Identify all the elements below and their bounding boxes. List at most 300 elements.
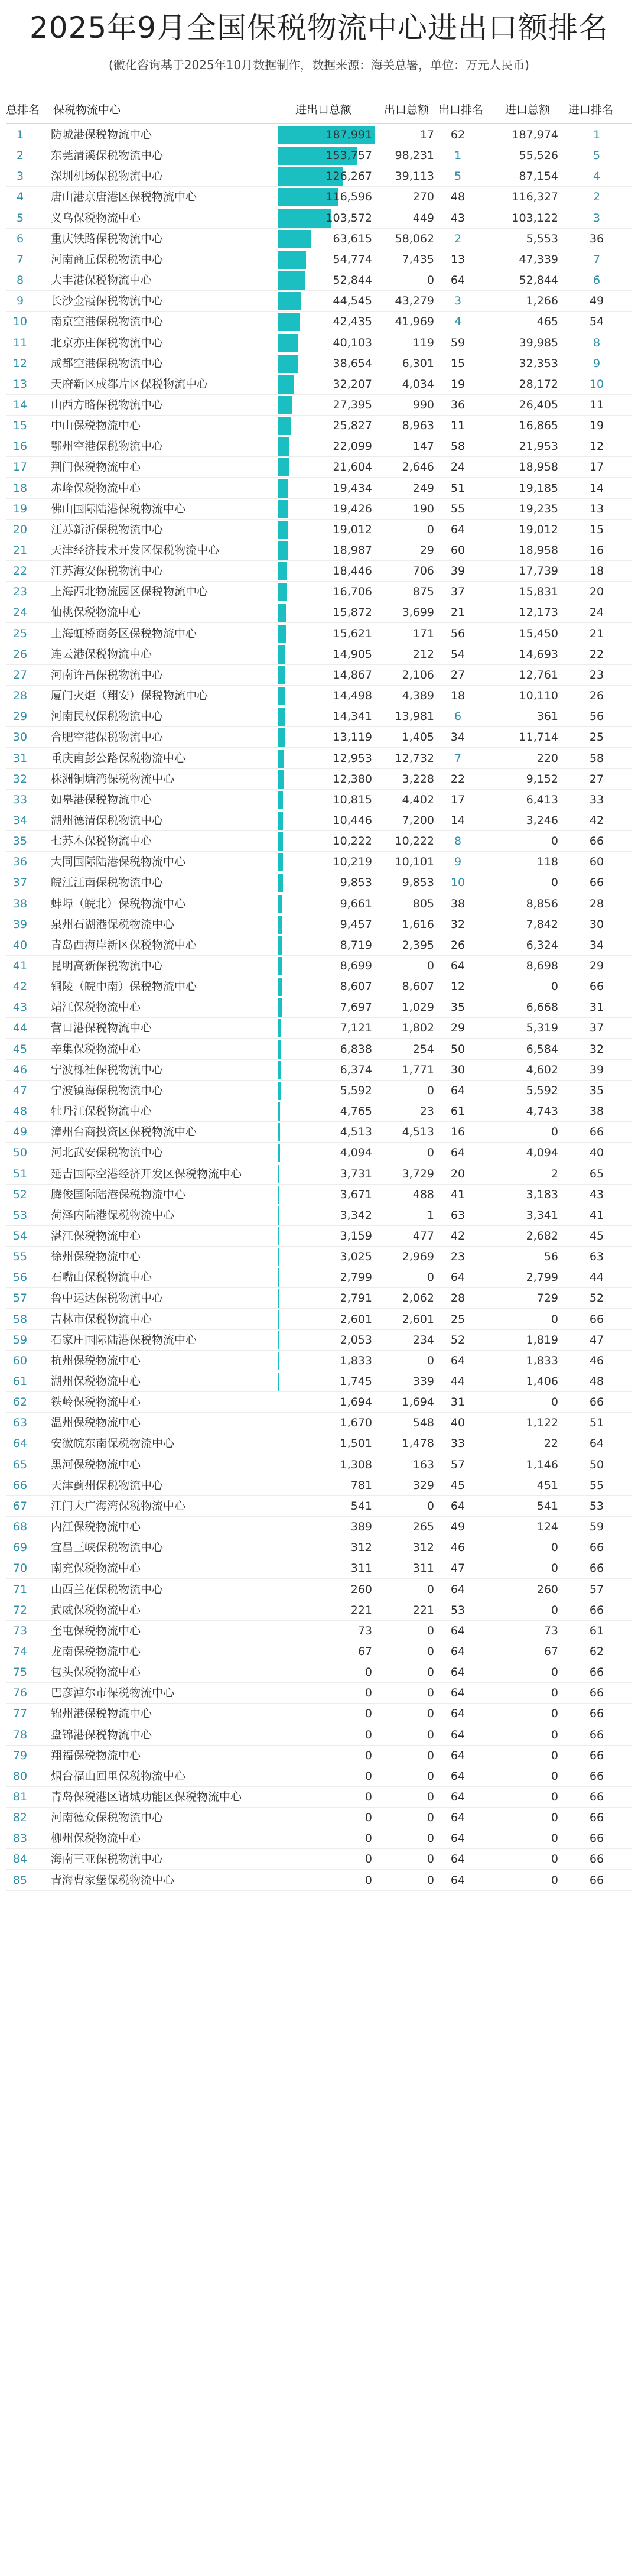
import-value: 361 bbox=[536, 710, 558, 724]
header-total: 进出口总额 bbox=[295, 103, 352, 116]
import-rank-cell: 27 bbox=[589, 772, 604, 786]
import-value: 39,985 bbox=[519, 336, 558, 349]
table-row bbox=[0, 1517, 638, 1537]
total-value: 1,745 bbox=[340, 1375, 372, 1388]
name-cell: 株洲铜塘湾保税物流中心 bbox=[51, 772, 175, 786]
table-row bbox=[0, 831, 638, 852]
import-value: 0 bbox=[551, 1728, 558, 1741]
total-value: 40,103 bbox=[333, 336, 372, 349]
export-rank-cell: 48 bbox=[450, 190, 466, 204]
export-rank-cell: 31 bbox=[450, 1396, 466, 1409]
name-cell: 深圳机场保税物流中心 bbox=[51, 170, 164, 183]
import-rank-cell: 59 bbox=[589, 1520, 604, 1534]
rank-cell: 36 bbox=[12, 855, 28, 869]
rank-cell: 68 bbox=[12, 1520, 28, 1534]
rank-cell: 59 bbox=[12, 1333, 28, 1347]
rank-cell: 19 bbox=[12, 502, 28, 515]
rank-cell: 77 bbox=[12, 1707, 28, 1721]
export-rank-cell: 13 bbox=[450, 252, 466, 266]
export-value: 449 bbox=[412, 211, 434, 225]
table-row bbox=[0, 1828, 638, 1849]
table-row bbox=[0, 602, 638, 623]
total-value: 21,604 bbox=[333, 460, 372, 474]
table-row bbox=[0, 624, 638, 644]
export-rank-cell: 15 bbox=[450, 356, 466, 370]
import-rank-cell: 48 bbox=[589, 1375, 604, 1388]
import-value: 0 bbox=[551, 1852, 558, 1866]
export-value: 339 bbox=[412, 1375, 434, 1388]
import-rank-cell: 64 bbox=[589, 1437, 604, 1451]
import-value: 1,146 bbox=[526, 1458, 558, 1471]
export-value: 1,694 bbox=[402, 1396, 434, 1409]
rank-cell: 17 bbox=[12, 460, 28, 474]
total-value: 38,654 bbox=[333, 356, 372, 370]
rank-cell: 42 bbox=[12, 980, 28, 994]
name-cell: 杭州保税物流中心 bbox=[51, 1354, 141, 1367]
table-row bbox=[0, 1641, 638, 1662]
table-row bbox=[0, 1808, 638, 1828]
rank-cell: 40 bbox=[12, 938, 28, 952]
total-value: 0 bbox=[364, 1686, 372, 1700]
export-rank-cell: 64 bbox=[450, 1852, 466, 1866]
import-rank-cell: 52 bbox=[589, 1292, 604, 1305]
table-row bbox=[0, 976, 638, 997]
import-value: 12,761 bbox=[519, 668, 558, 682]
total-value: 4,513 bbox=[340, 1125, 372, 1139]
rank-cell: 32 bbox=[12, 772, 28, 786]
rank-cell: 57 bbox=[12, 1292, 28, 1305]
import-value: 18,958 bbox=[519, 544, 558, 557]
total-value: 15,621 bbox=[333, 627, 372, 640]
import-rank-cell: 53 bbox=[589, 1499, 604, 1513]
import-value: 5,319 bbox=[526, 1021, 558, 1035]
export-value: 0 bbox=[427, 1748, 434, 1762]
name-cell: 龙南保税物流中心 bbox=[51, 1644, 141, 1658]
import-value: 6,668 bbox=[526, 1001, 558, 1014]
name-cell: 北京亦庄保税物流中心 bbox=[51, 336, 164, 349]
export-value: 0 bbox=[427, 1146, 434, 1160]
total-value: 10,815 bbox=[333, 793, 372, 806]
rank-cell: 13 bbox=[12, 377, 28, 391]
export-value: 1,802 bbox=[402, 1021, 434, 1035]
export-value: 0 bbox=[427, 1271, 434, 1284]
export-rank-cell: 57 bbox=[450, 1458, 466, 1471]
page-title: 2025年9月全国保税物流中心进出口额排名 bbox=[29, 11, 609, 45]
export-value: 329 bbox=[412, 1478, 434, 1492]
import-value: 2,682 bbox=[526, 1229, 558, 1242]
table-row bbox=[0, 727, 638, 748]
import-rank-cell: 12 bbox=[589, 440, 604, 453]
table-row bbox=[0, 1060, 638, 1081]
import-value: 5,553 bbox=[526, 232, 558, 245]
import-rank-cell: 51 bbox=[589, 1416, 604, 1430]
import-value: 4,602 bbox=[526, 1063, 558, 1076]
import-value: 3,183 bbox=[526, 1188, 558, 1201]
import-rank-cell: 13 bbox=[589, 502, 604, 515]
rank-cell: 70 bbox=[12, 1562, 28, 1575]
import-rank-cell: 55 bbox=[589, 1478, 604, 1492]
total-value: 7,121 bbox=[340, 1021, 372, 1035]
rank-cell: 39 bbox=[12, 917, 28, 931]
name-cell: 鄂州空港保税物流中心 bbox=[51, 440, 164, 453]
import-value: 0 bbox=[551, 1873, 558, 1887]
rank-cell: 60 bbox=[12, 1354, 28, 1367]
rank-cell: 28 bbox=[12, 689, 28, 703]
rank-cell: 64 bbox=[12, 1437, 28, 1451]
import-rank-cell: 40 bbox=[589, 1146, 604, 1160]
import-rank-cell: 56 bbox=[589, 710, 604, 724]
name-cell: 长沙金霞保税物流中心 bbox=[51, 294, 164, 308]
export-value: 1 bbox=[427, 1208, 434, 1222]
rank-cell: 29 bbox=[12, 710, 28, 724]
import-value: 15,831 bbox=[519, 585, 558, 599]
rank-cell: 21 bbox=[12, 544, 28, 557]
export-value: 1,478 bbox=[402, 1437, 434, 1451]
table-row bbox=[0, 1081, 638, 1101]
export-rank-cell: 55 bbox=[450, 502, 466, 515]
table-row bbox=[0, 1621, 638, 1641]
import-value: 56 bbox=[543, 1250, 558, 1264]
import-rank-cell: 35 bbox=[589, 1083, 604, 1097]
name-cell: 上海西北物流园区保税物流中心 bbox=[51, 585, 209, 599]
table-row bbox=[0, 478, 638, 499]
export-rank-cell: 6 bbox=[454, 710, 462, 724]
header-import-rank: 进口排名 bbox=[568, 103, 614, 116]
export-value: 43,279 bbox=[395, 294, 434, 308]
name-cell: 佛山国际陆港保税物流中心 bbox=[51, 502, 186, 515]
export-rank-cell: 43 bbox=[450, 211, 466, 225]
rank-cell: 58 bbox=[12, 1312, 28, 1326]
export-value: 0 bbox=[427, 1769, 434, 1783]
total-value: 12,380 bbox=[333, 772, 372, 786]
table-row bbox=[0, 1766, 638, 1787]
rank-cell: 46 bbox=[12, 1063, 28, 1076]
total-value: 0 bbox=[364, 1873, 372, 1887]
name-cell: 河南商丘保税物流中心 bbox=[51, 252, 164, 266]
export-rank-cell: 52 bbox=[450, 1333, 466, 1347]
import-value: 67 bbox=[543, 1644, 558, 1658]
export-rank-cell: 64 bbox=[450, 1354, 466, 1367]
rank-cell: 15 bbox=[12, 419, 28, 433]
import-rank-cell: 9 bbox=[593, 356, 601, 370]
total-value: 2,053 bbox=[340, 1333, 372, 1347]
rank-cell: 78 bbox=[12, 1728, 28, 1741]
export-rank-cell: 17 bbox=[450, 793, 466, 806]
table-row bbox=[0, 291, 638, 312]
import-rank-cell: 18 bbox=[589, 564, 604, 578]
name-cell: 皖江江南保税物流中心 bbox=[51, 876, 164, 890]
rank-cell: 73 bbox=[12, 1624, 28, 1637]
import-rank-cell: 43 bbox=[589, 1188, 604, 1201]
name-cell: 山西兰花保税物流中心 bbox=[51, 1582, 164, 1596]
total-value: 13,119 bbox=[333, 731, 372, 744]
import-rank-cell: 31 bbox=[589, 1001, 604, 1014]
table-row bbox=[0, 1558, 638, 1579]
name-cell: 盘锦港保税物流中心 bbox=[51, 1728, 152, 1741]
import-value: 1,833 bbox=[526, 1354, 558, 1367]
name-cell: 大丰港保税物流中心 bbox=[51, 274, 152, 287]
table-row bbox=[0, 1185, 638, 1205]
export-rank-cell: 44 bbox=[450, 1375, 466, 1388]
import-rank-cell: 50 bbox=[589, 1458, 604, 1471]
total-value: 14,867 bbox=[333, 668, 372, 682]
rank-cell: 18 bbox=[12, 481, 28, 495]
total-value: 16,706 bbox=[333, 585, 372, 599]
export-value: 29 bbox=[419, 544, 434, 557]
name-cell: 湛江保税物流中心 bbox=[51, 1229, 141, 1242]
total-value: 260 bbox=[350, 1582, 372, 1596]
export-value: 41,969 bbox=[395, 315, 434, 329]
export-rank-cell: 64 bbox=[450, 1811, 466, 1825]
rank-cell: 79 bbox=[12, 1748, 28, 1762]
total-value: 6,838 bbox=[340, 1042, 372, 1056]
export-rank-cell: 29 bbox=[450, 1021, 466, 1035]
import-rank-cell: 2 bbox=[593, 190, 601, 204]
rank-cell: 51 bbox=[12, 1167, 28, 1180]
name-cell: 江苏新沂保税物流中心 bbox=[51, 523, 164, 536]
export-rank-cell: 46 bbox=[450, 1541, 466, 1555]
total-value: 0 bbox=[364, 1769, 372, 1783]
import-value: 6,413 bbox=[526, 793, 558, 806]
export-value: 234 bbox=[412, 1333, 434, 1347]
total-value: 6,374 bbox=[340, 1063, 372, 1076]
export-rank-cell: 4 bbox=[454, 315, 462, 329]
export-value: 1,771 bbox=[402, 1063, 434, 1076]
name-cell: 天津蓟州保税物流中心 bbox=[51, 1478, 164, 1492]
rank-cell: 1 bbox=[16, 128, 24, 141]
rank-cell: 81 bbox=[12, 1790, 28, 1803]
export-rank-cell: 7 bbox=[454, 751, 462, 765]
export-rank-cell: 60 bbox=[450, 544, 466, 557]
name-cell: 菏泽内陆港保税物流中心 bbox=[51, 1208, 175, 1222]
import-value: 0 bbox=[551, 980, 558, 994]
import-rank-cell: 58 bbox=[589, 751, 604, 765]
table-row bbox=[0, 1725, 638, 1746]
import-rank-cell: 45 bbox=[589, 1229, 604, 1242]
rank-cell: 38 bbox=[12, 897, 28, 910]
header-export-rank: 出口排名 bbox=[438, 103, 484, 116]
name-cell: 徐州保税物流中心 bbox=[51, 1250, 141, 1264]
total-value: 14,341 bbox=[333, 710, 372, 724]
table-row bbox=[0, 894, 638, 914]
export-rank-cell: 5 bbox=[454, 170, 462, 183]
export-rank-cell: 42 bbox=[450, 1229, 466, 1242]
export-value: 0 bbox=[427, 1582, 434, 1596]
rank-cell: 22 bbox=[12, 564, 28, 578]
table-row bbox=[0, 1746, 638, 1766]
total-value: 5,592 bbox=[340, 1083, 372, 1097]
table-row bbox=[0, 1330, 638, 1351]
rank-cell: 33 bbox=[12, 793, 28, 806]
name-cell: 内江保税物流中心 bbox=[51, 1520, 141, 1534]
export-value: 9,853 bbox=[402, 876, 434, 890]
import-value: 0 bbox=[551, 1396, 558, 1409]
name-cell: 山西方略保税物流中心 bbox=[51, 398, 164, 411]
import-value: 0 bbox=[551, 1125, 558, 1139]
rank-cell: 55 bbox=[12, 1250, 28, 1264]
name-cell: 合肥空港保税物流中心 bbox=[51, 731, 164, 744]
export-value: 2,601 bbox=[402, 1312, 434, 1326]
export-rank-cell: 22 bbox=[450, 772, 466, 786]
import-value: 1,266 bbox=[526, 294, 558, 308]
import-value: 0 bbox=[551, 835, 558, 848]
total-value: 2,601 bbox=[340, 1312, 372, 1326]
name-cell: 巴彦淖尔市保税物流中心 bbox=[51, 1686, 175, 1700]
rank-cell: 69 bbox=[12, 1541, 28, 1555]
rank-cell: 26 bbox=[12, 647, 28, 661]
name-cell: 翔福保税物流中心 bbox=[51, 1748, 141, 1762]
export-rank-cell: 64 bbox=[450, 1582, 466, 1596]
table-row bbox=[0, 249, 638, 270]
rank-cell: 25 bbox=[12, 627, 28, 640]
export-value: 311 bbox=[412, 1562, 434, 1575]
table-row bbox=[0, 1247, 638, 1267]
export-value: 4,513 bbox=[402, 1125, 434, 1139]
import-rank-cell: 16 bbox=[589, 544, 604, 557]
total-value: 44,545 bbox=[333, 294, 372, 308]
name-cell: 南充保税物流中心 bbox=[51, 1562, 141, 1575]
rank-cell: 12 bbox=[12, 356, 28, 370]
name-cell: 义乌保税物流中心 bbox=[51, 211, 141, 225]
name-cell: 七苏木保税物流中心 bbox=[51, 835, 152, 848]
total-value: 7,697 bbox=[340, 1001, 372, 1014]
import-rank-cell: 19 bbox=[589, 419, 604, 433]
export-value: 2,062 bbox=[402, 1292, 434, 1305]
name-cell: 吉林市保税物流中心 bbox=[51, 1312, 152, 1326]
import-rank-cell: 66 bbox=[589, 1562, 604, 1575]
rank-cell: 8 bbox=[16, 274, 24, 287]
total-value: 8,607 bbox=[340, 980, 372, 994]
export-value: 0 bbox=[427, 1644, 434, 1658]
export-value: 477 bbox=[412, 1229, 434, 1242]
export-value: 23 bbox=[419, 1105, 434, 1118]
table-row bbox=[0, 914, 638, 935]
name-cell: 天津经济技术开发区保税物流中心 bbox=[51, 544, 220, 557]
export-rank-cell: 64 bbox=[450, 1769, 466, 1783]
export-value: 0 bbox=[427, 959, 434, 972]
import-value: 0 bbox=[551, 876, 558, 890]
import-rank-cell: 66 bbox=[589, 980, 604, 994]
import-rank-cell: 47 bbox=[589, 1333, 604, 1347]
rank-cell: 85 bbox=[12, 1873, 28, 1887]
export-value: 221 bbox=[412, 1603, 434, 1617]
rank-cell: 61 bbox=[12, 1375, 28, 1388]
import-rank-cell: 33 bbox=[589, 793, 604, 806]
name-cell: 包头保税物流中心 bbox=[51, 1666, 141, 1679]
import-value: 19,235 bbox=[519, 502, 558, 515]
total-value: 3,342 bbox=[340, 1208, 372, 1222]
export-rank-cell: 32 bbox=[450, 917, 466, 931]
export-rank-cell: 64 bbox=[450, 523, 466, 536]
import-rank-cell: 44 bbox=[589, 1271, 604, 1284]
import-rank-cell: 20 bbox=[589, 585, 604, 599]
table-row bbox=[0, 1787, 638, 1808]
export-rank-cell: 39 bbox=[450, 564, 466, 578]
import-rank-cell: 4 bbox=[593, 170, 601, 183]
rank-cell: 43 bbox=[12, 1001, 28, 1014]
table-row bbox=[0, 395, 638, 416]
name-cell: 牡丹江保税物流中心 bbox=[51, 1105, 152, 1118]
export-value: 0 bbox=[427, 1790, 434, 1803]
total-value: 1,308 bbox=[340, 1458, 372, 1471]
export-value: 39,113 bbox=[395, 170, 434, 183]
table-row bbox=[0, 1018, 638, 1039]
import-value: 451 bbox=[536, 1478, 558, 1492]
table-row bbox=[0, 499, 638, 520]
export-value: 163 bbox=[412, 1458, 434, 1471]
name-cell: 宜昌三峡保税物流中心 bbox=[51, 1541, 164, 1555]
import-value: 0 bbox=[551, 1769, 558, 1783]
import-value: 0 bbox=[551, 1811, 558, 1825]
export-value: 1,405 bbox=[402, 731, 434, 744]
import-value: 73 bbox=[543, 1624, 558, 1637]
name-cell: 河南许昌保税物流中心 bbox=[51, 668, 164, 682]
import-rank-cell: 66 bbox=[589, 1666, 604, 1679]
rank-cell: 49 bbox=[12, 1125, 28, 1139]
import-value: 47,339 bbox=[519, 252, 558, 266]
import-rank-cell: 66 bbox=[589, 1312, 604, 1326]
header-import: 进口总额 bbox=[505, 103, 551, 116]
import-rank-cell: 38 bbox=[589, 1105, 604, 1118]
table-row bbox=[0, 270, 638, 291]
export-value: 6,301 bbox=[402, 356, 434, 370]
name-cell: 防城港保税物流中心 bbox=[51, 128, 152, 141]
rank-cell: 20 bbox=[12, 523, 28, 536]
export-value: 4,389 bbox=[402, 689, 434, 703]
import-rank-cell: 49 bbox=[589, 294, 604, 308]
header-export: 出口总额 bbox=[384, 103, 429, 116]
export-value: 13,981 bbox=[395, 710, 434, 724]
import-value: 16,865 bbox=[519, 419, 558, 433]
export-value: 0 bbox=[427, 274, 434, 287]
import-rank-cell: 6 bbox=[593, 274, 601, 287]
export-value: 58,062 bbox=[395, 232, 434, 245]
row-divider bbox=[6, 1890, 632, 1891]
name-cell: 安徽皖东南保税物流中心 bbox=[51, 1437, 175, 1451]
import-value: 2 bbox=[551, 1167, 558, 1180]
export-rank-cell: 64 bbox=[450, 1666, 466, 1679]
table-row bbox=[0, 1662, 638, 1683]
name-cell: 如皋港保税物流中心 bbox=[51, 793, 152, 806]
table-row bbox=[0, 520, 638, 540]
table-row bbox=[0, 1413, 638, 1433]
import-rank-cell: 22 bbox=[589, 647, 604, 661]
total-value: 0 bbox=[364, 1748, 372, 1762]
import-value: 10,110 bbox=[519, 689, 558, 703]
import-value: 0 bbox=[551, 1603, 558, 1617]
import-value: 28,172 bbox=[519, 377, 558, 391]
import-value: 19,012 bbox=[519, 523, 558, 536]
total-value: 67 bbox=[357, 1644, 372, 1658]
total-value: 9,661 bbox=[340, 897, 372, 910]
export-value: 190 bbox=[412, 502, 434, 515]
import-value: 0 bbox=[551, 1666, 558, 1679]
import-rank-cell: 15 bbox=[589, 523, 604, 536]
export-rank-cell: 51 bbox=[450, 481, 466, 495]
export-value: 488 bbox=[412, 1188, 434, 1201]
export-rank-cell: 64 bbox=[450, 1146, 466, 1160]
name-cell: 天府新区成都片区保税物流中心 bbox=[51, 377, 209, 391]
name-cell: 中山保税物流中心 bbox=[51, 419, 141, 433]
total-value: 126,267 bbox=[325, 170, 372, 183]
import-rank-cell: 66 bbox=[589, 835, 604, 848]
total-value: 0 bbox=[364, 1728, 372, 1741]
export-rank-cell: 64 bbox=[450, 959, 466, 972]
export-rank-cell: 2 bbox=[454, 232, 462, 245]
rank-cell: 2 bbox=[16, 149, 24, 163]
export-value: 0 bbox=[427, 1832, 434, 1845]
import-rank-cell: 25 bbox=[589, 731, 604, 744]
